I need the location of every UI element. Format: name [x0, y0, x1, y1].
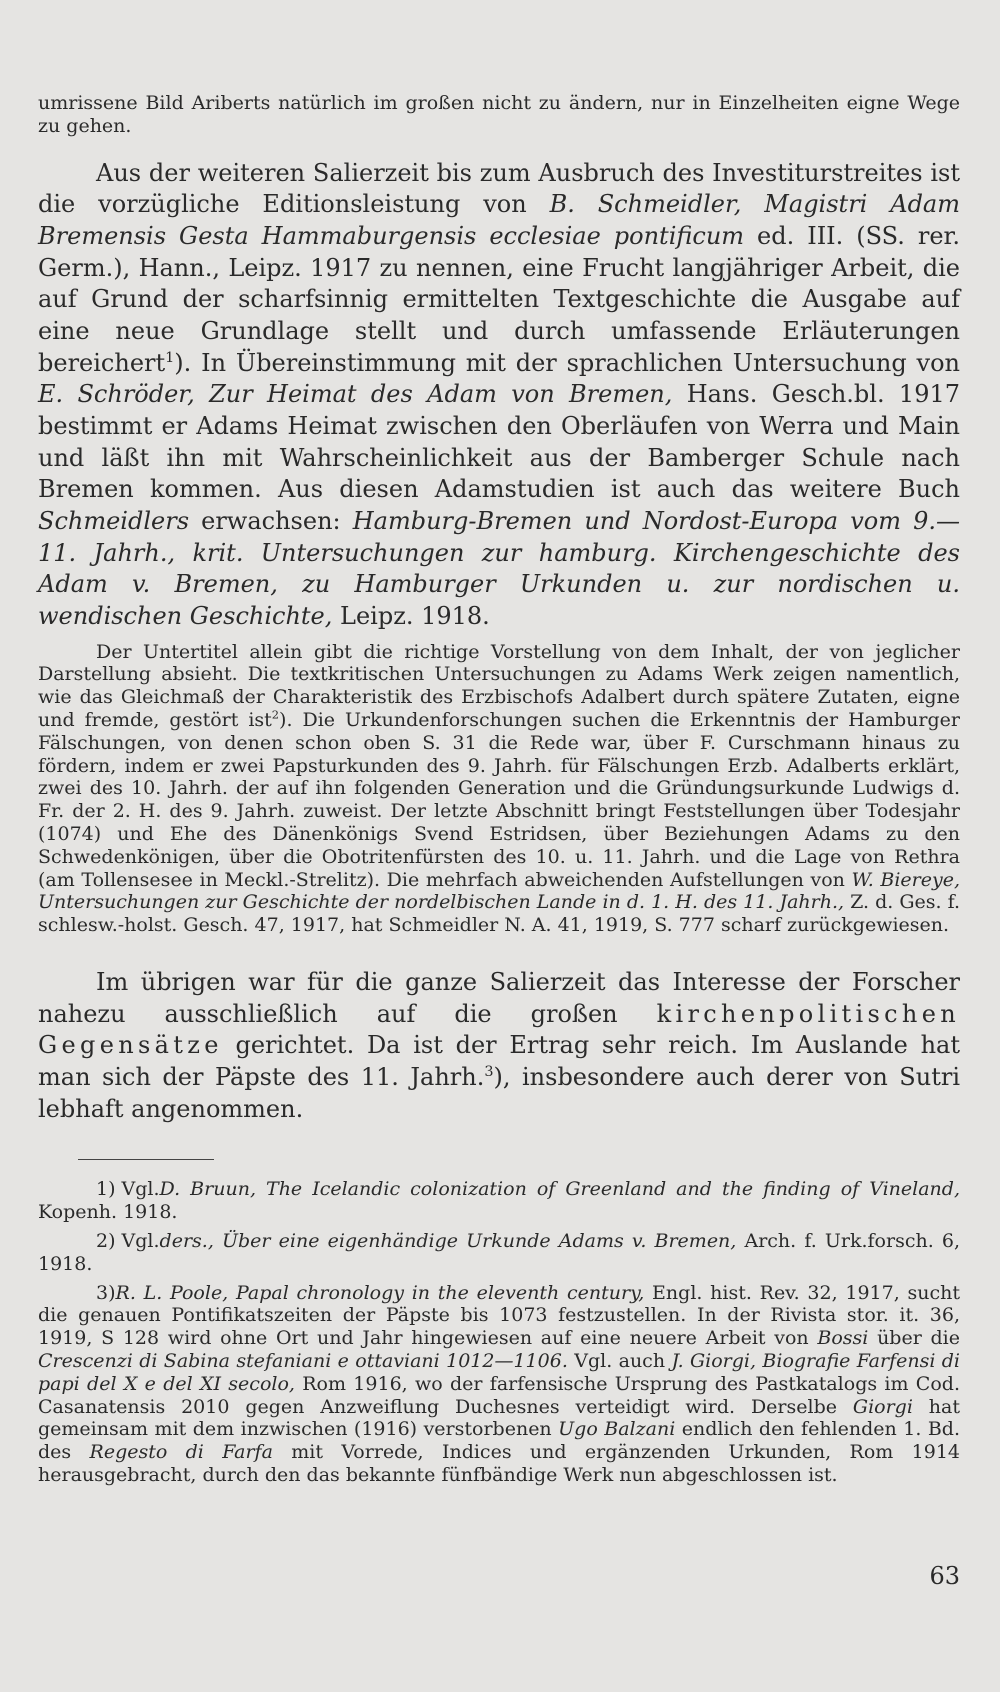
page-number: 63: [929, 1562, 960, 1590]
italic-run: Crescenzi di Sabina stefaniani e ottaviani 1012—1106.: [38, 1349, 568, 1372]
italic-run: W. Biereye, Untersuchungen zur Geschichte der nordelbischen Lande in d. 1. H. des 11. Jahrh.,: [38, 868, 960, 914]
text-run: mit Vorrede, Indices und ergänzenden Urkunden, Rom 1914 herausgebracht, durch den das bekannte fünfbändige Werk nun abgeschlossen ist.: [38, 1441, 961, 1486]
italic-run: Bossi: [817, 1327, 869, 1350]
footnote-ref: 3: [484, 1064, 494, 1081]
text-run: über die: [868, 1327, 960, 1350]
text-run: Z. d. Ges. f. schlesw.-holst. Gesch. 47, 1917, hat Schmeidler N. A. 41, 1919, S. 777 scharf zurückgewiesen.: [38, 891, 960, 937]
footnote-ref: 2: [271, 707, 280, 722]
text-run: hat gemeinsam mit dem inzwischen (1916) verstorbenen: [38, 1395, 960, 1441]
text-run: Der Untertitel allein gibt die richtige Vorstellung von dem Inhalt, der von jeglicher Darstellung absieht. Die textkritischen Untersuchungen zu Adams Werk zeigen namentlich, wie das Gleichmaß der Charakteristik des Erzbischofs Adalbert durch spätere Zutaten, eigne und fremde, gestört ist: [38, 640, 960, 732]
footnote-3: [38, 1282, 960, 1487]
text-run: Vgl. auch: [567, 1349, 672, 1372]
text-run: endlich den fehlenden 1. Bd. des: [38, 1418, 961, 1464]
text-run: ). In Übereinstimmung mit der sprachlichen Untersuchung von: [174, 348, 960, 377]
text-run: Rom 1916, wo der farfensische Ursprung des Pastkatalogs im Cod. Casanatensis 2010 gegen Anzweiflung Duchesnes verteidigt wird. Derselbe: [38, 1372, 960, 1418]
footnote-1: [38, 1178, 960, 1224]
footnotes: [38, 1178, 960, 1486]
footnote-rule: [78, 1159, 214, 1160]
text-run: 2) Vgl.: [96, 1229, 160, 1252]
italic-run: Ugo Balzani: [558, 1418, 676, 1441]
text-run: Im übrigen war für die ganze Salierzeit das Interesse der Forscher nahezu ausschließlich auf die großen: [38, 968, 960, 1028]
italic-run: J. Giorgi, Biografie Farfensi di papi del X e del XI secolo,: [38, 1349, 961, 1395]
text-run: erwachsen:: [189, 506, 353, 535]
footnote-2: [38, 1230, 960, 1276]
paragraph-schmeidler-edition: [38, 158, 960, 633]
italic-run: ders., Über eine eigenhändige Urkunde Adams v. Bremen,: [159, 1229, 737, 1252]
text-run: gerichtet. Da ist der Ertrag sehr reich. Im Auslande hat man sich der Päpste des 11. Jahrh.: [38, 1031, 960, 1092]
footnote-ref: 1: [165, 349, 175, 366]
paragraph-schmeidler-book: [38, 641, 960, 937]
italic-run: D. Bruun, The Icelandic colonization of Greenland and the finding of Vineland,: [159, 1178, 960, 1201]
text-run: 3): [96, 1281, 116, 1304]
text-run: ). Die Urkundenforschungen suchen die Erkenntnis der Hamburger Fälschungen, von denen schon oben S. 31 die Rede war, über F. Curschmann hinaus zu fördern, indem er zwei Papsturkunden des 9. Jahrh. für Fälschungen Erzb. Adalberts erklärt, zwei des 10. Jahrh. der auf ihn folgenden Generation und die Gründungsurkunde Ludwigs d. Fr. der 2. H. des 9. Jahrh. zuweist. Der letzte Abschnitt bringt Feststellungen über Todesjahr (1074) und Ehe des Dänenkönigs Svend Estridsen, über Beziehungen Adams zu den Schwedenkönigen, über die Obotritenfürsten des 10. u. 11. Jahrh. und die Lage von Rethra (am Tollensesee in Meckl.-Strelitz). Die mehrfach abweichenden Aufstellungen von: [38, 709, 960, 891]
paragraph-salierzeit: [38, 967, 960, 1125]
text-run: Aus der weiteren Salierzeit bis zum Ausbruch des Investiturstreites ist die vorzügliche Editionsleistung von: [38, 158, 960, 219]
italic-run: Regesto di Farfa: [89, 1441, 273, 1464]
paragraph-continued: umrissene Bild Ariberts natürlich im großen nicht zu ändern, nur in Einzelheiten eigne Wege zu gehen.: [38, 92, 960, 137]
text-run: 1) Vgl.: [96, 1178, 160, 1201]
text-run: Hans. Gesch.bl. 1917 bestimmt er Adams Heimat zwischen den Oberläufen von Werra und Main und läßt ihn mit Wahrscheinlichkeit aus der Bamberger Schule nach Bremen kommen. Aus diesen Adamstudien ist auch das weitere Buch: [38, 380, 961, 504]
text-run: ed. III. (SS. rer. Germ.), Hann., Leipz. 1917 zu nennen, eine Frucht langjähriger Arbeit, die auf Grund der scharfsinnig ermittelten Textgeschichte die Ausgabe auf eine neue Grundlage stellt und durch umfassende Erläuterungen bereichert: [38, 221, 960, 377]
italic-run: B. Schmeidler, Magistri Adam Bremensis Gesta Hammaburgensis ecclesiae pontificum: [38, 190, 960, 250]
spaced-run: kirchenpolitischen Gegensätze: [38, 999, 960, 1060]
text-run: ), insbesondere auch derer von Sutri lebhaft angenommen.: [38, 1063, 960, 1123]
italic-run: Giorgi: [852, 1395, 913, 1418]
text-run: Arch. f. Urk.forsch. 6, 1918.: [38, 1229, 960, 1275]
text-run: Leipz. 1918.: [332, 602, 490, 630]
italic-run: E. Schröder, Zur Heimat des Adam von Bremen,: [38, 380, 673, 409]
italic-run: Hamburg-Bremen und Nordost-Europa vom 9.—11. Jahrh., krit. Untersuchungen zur hamburg. Kirchengeschichte des Adam v. Bremen, zu Hamburger Urkunden u. zur nordischen u. wendischen Geschichte,: [38, 506, 960, 630]
italic-run: R. L. Poole, Papal chronology in the eleventh century,: [115, 1281, 645, 1304]
text-run: Kopenh. 1918.: [38, 1201, 178, 1224]
italic-run: Schmeidlers: [38, 506, 190, 535]
text-run: Engl. hist. Rev. 32, 1917, sucht die genauen Pontifikatszeiten der Päpste bis 1073 festzustellen. In der Rivista stor. it. 36, 1919, S 128 wird ohne Ort und Jahr hingewiesen auf eine neuere Arbeit von: [38, 1281, 960, 1350]
